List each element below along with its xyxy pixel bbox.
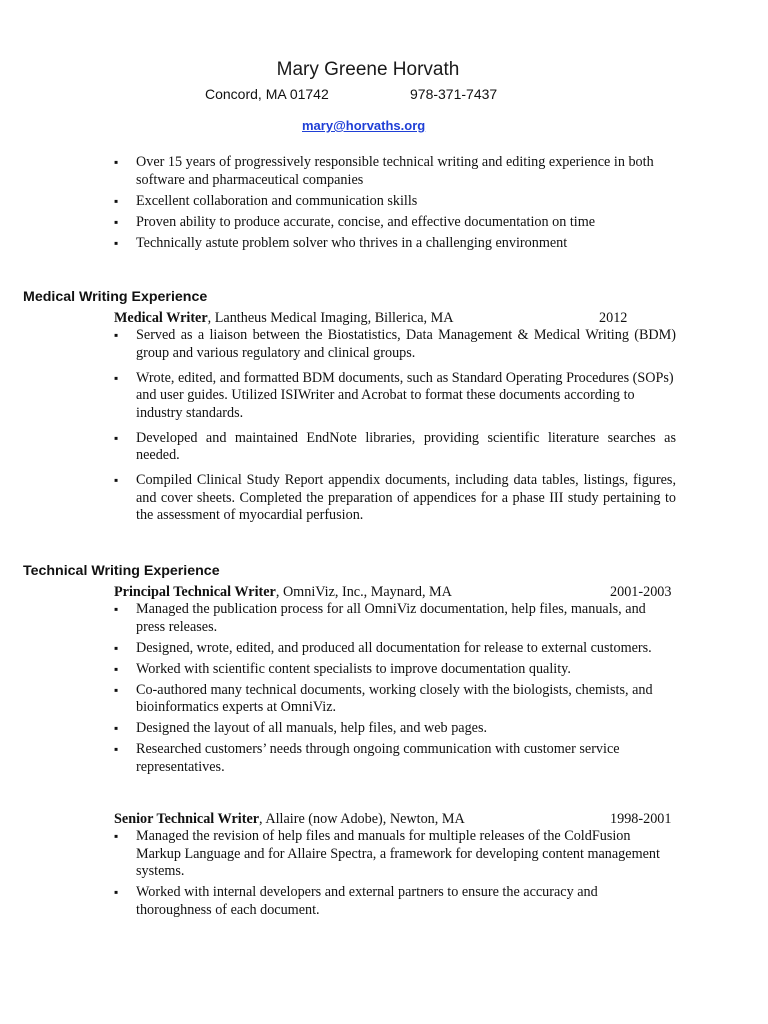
section-heading-medical: Medical Writing Experience xyxy=(23,289,208,305)
list-item: ▪ Excellent collaboration and communication skills xyxy=(114,193,674,211)
list-item: ▪ Managed the revision of help files and manuals for multiple releases of the ColdFusion Markup Language and for Allaire Spectra, a framework for developing content management systems. xyxy=(114,828,662,881)
principal-writer-bullets xyxy=(114,601,677,780)
section-heading-technical: Technical Writing Experience xyxy=(23,563,220,579)
job-title: Medical Writer xyxy=(114,310,208,326)
list-item: ▪ Developed and maintained EndNote libraries, providing scientific literature searches as needed. xyxy=(114,430,676,465)
job-dates: 1998-2001 xyxy=(610,811,672,827)
list-item: ▪ Researched customers’ needs through ongoing communication with customer service representatives. xyxy=(114,741,677,776)
job-dates: 2012 xyxy=(599,310,628,326)
list-item: ▪ Worked with internal developers and external partners to ensure the accuracy and thoroughness of each document. xyxy=(114,884,662,919)
job-dates: 2001-2003 xyxy=(610,584,672,600)
list-item: ▪ Wrote, edited, and formatted BDM documents, such as Standard Operating Procedures (SOPs) and user guides. Utilized ISIWriter and Acrobat to format these documents according to industry standards. xyxy=(114,370,676,423)
job-employer: , OmniViz, Inc., Maynard, MA xyxy=(275,584,452,600)
medical-bullets xyxy=(114,327,676,532)
job-employer: , Lantheus Medical Imaging, Billerica, MA xyxy=(207,310,454,326)
job-medical-writer xyxy=(114,310,632,327)
phone-number: 978-371-7437 xyxy=(410,86,498,102)
job-senior-technical-writer xyxy=(114,811,632,828)
list-item: ▪ Designed, wrote, edited, and produced all documentation for release to external customers. xyxy=(114,640,677,658)
candidate-name: Mary Greene Horvath xyxy=(276,59,460,80)
job-principal-technical-writer xyxy=(114,584,632,601)
job-title: Principal Technical Writer xyxy=(114,584,276,600)
senior-writer-bullets xyxy=(114,828,662,923)
list-item: ▪ Designed the layout of all manuals, help files, and web pages. xyxy=(114,720,677,738)
list-item: ▪ Compiled Clinical Study Report appendix documents, including data tables, listings, figures, and cover sheets. Completed the preparation of appendices for a phase III study pertaining to the assessment of myocardial perfusion. xyxy=(114,472,676,525)
list-item: ▪ Worked with scientific content specialists to improve documentation quality. xyxy=(114,661,677,679)
email-link[interactable]: mary@horvaths.org xyxy=(302,118,426,133)
list-item: ▪ Managed the publication process for all OmniViz documentation, help files, manuals, and press releases. xyxy=(114,601,677,636)
list-item: ▪ Co-authored many technical documents, working closely with the biologists, chemists, and bioinformatics experts at OmniViz. xyxy=(114,682,677,717)
job-employer: , Allaire (now Adobe), Newton, MA xyxy=(259,811,465,827)
list-item: ▪ Over 15 years of progressively responsible technical writing and editing experience in both software and pharmaceutical companies xyxy=(114,154,674,189)
list-item: ▪ Proven ability to produce accurate, concise, and effective documentation on time xyxy=(114,214,674,232)
summary-list xyxy=(114,154,674,256)
list-item: ▪ Served as a liaison between the Biostatistics, Data Management & Medical Writing (BDM) group and various regulatory and clinical groups. xyxy=(114,327,676,362)
address: Concord, MA 01742 xyxy=(205,86,329,102)
list-item: ▪ Technically astute problem solver who thrives in a challenging environment xyxy=(114,235,674,253)
job-title: Senior Technical Writer xyxy=(114,811,260,827)
